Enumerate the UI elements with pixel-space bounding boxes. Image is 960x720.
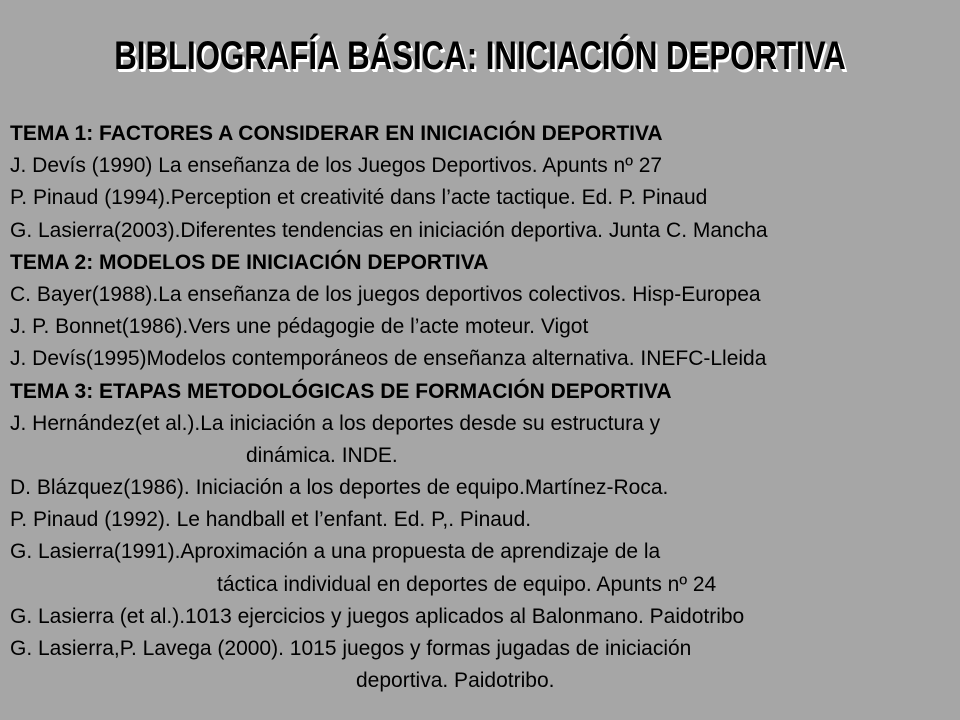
reference-entry: J. Devís(1995)Modelos contemporáneos de enseñanza alternativa. INEFC-Lleida [10,347,767,371]
reference-entry: J. P. Bonnet(1986).Vers une pédagogie de l’acte moteur. Vigot [10,315,589,339]
reference-entry: J. Hernández(et al.).La iniciación a los deportes desde su estructura y [10,411,661,435]
reference-entry: G. Lasierra(1991).Aproximación a una propuesta de aprendizaje de la [10,540,661,564]
reference-entry-continuation: dinámica. INDE. [246,443,398,467]
reference-entry: C. Bayer(1988).La enseñanza de los juegos deportivos colectivos. Hisp-Europea [10,282,761,306]
reference-entry: P. Pinaud (1994).Perception et creativité dans l’acte tactique. Ed. P. Pinaud [10,186,708,210]
reference-entry: G. Lasierra,P. Lavega (2000). 1015 juegos y formas jugadas de iniciación [10,637,692,660]
bibliography-list [10,118,960,697]
reference-entry: D. Blázquez(1986). Iniciación a los deportes de equipo.Martínez-Roca. [10,476,669,500]
reference-entry: G. Lasierra(2003).Diferentes tendencias en iniciación deportiva. Junta C. Mancha [10,218,768,242]
section-heading-tema-1: TEMA 1: FACTORES A CONSIDERAR EN INICIACIÓN DEPORTIVA [10,122,663,145]
section-heading-tema-3: TEMA 3: ETAPAS METODOLÓGICAS DE FORMACIÓN DEPORTIVA [10,379,672,403]
reference-entry: G. Lasierra (et al.).1013 ejercicios y juegos aplicados al Balonmano. Paidotribo [10,604,745,628]
slide-title: BIBLIOGRAFÍA BÁSICA: INICIACIÓN DEPORTIVA [114,34,846,78]
reference-entry: J. Devís (1990) La enseñanza de los Juegos Deportivos. Apunts nº 27 [10,154,663,178]
reference-entry-continuation: deportiva. Paidotribo. [356,669,555,693]
reference-entry-continuation: táctica individual en deportes de equipo. Apunts nº 24 [217,572,717,596]
reference-entry: P. Pinaud (1992). Le handball et l’enfant. Ed. P,. Pinaud. [10,508,532,532]
section-heading-tema-2: TEMA 2: MODELOS DE INICIACIÓN DEPORTIVA [10,250,489,274]
